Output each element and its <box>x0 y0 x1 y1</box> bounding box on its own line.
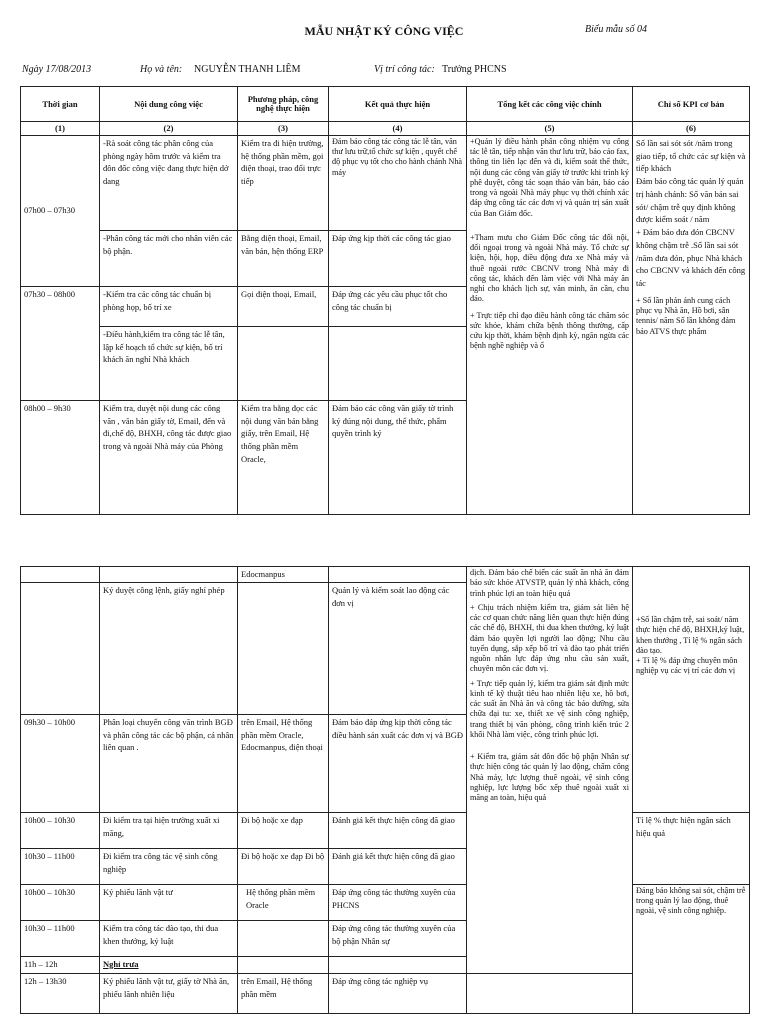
method-cell: Edocmanpus <box>238 567 329 583</box>
kpi-cell <box>633 812 750 884</box>
col-header-result: Kết quả thực hiện <box>329 87 467 122</box>
summary-item: +Quản lý điều hành phân công nhiệm vụ công tác lễ tân, tiếp nhận văn thư lưu trữ, báo cáo fax, thông tin liên lạc đến và đi, kiểm soát thể thức, nội dung các công văn giấy tờ trước khi trình ký phê duyệt, công tác soạn thảo văn bản, báo cáo trong và ngoài Nhà máy phục vụ thời chính xác đáp ứng công tác các đơn vị và quản trị sản xuất của Ban Giám đốc. <box>470 136 629 218</box>
col-number: (5) <box>467 122 633 136</box>
col-header-method: Phương pháp, công nghệ thực hiện <box>238 87 329 122</box>
content-cell <box>100 567 238 583</box>
result-cell <box>329 956 467 973</box>
kpi-item: +Số lần chậm trễ, sai soát/ năm thực hiện chế độ, BHXH,kỷ luật, khen thưởng , Tỉ lệ % ngân sách đào tạo. <box>636 615 745 655</box>
method-cell <box>238 956 329 973</box>
col-number: (1) <box>21 122 100 136</box>
time-cell: 07h00 – 07h30 <box>21 135 100 286</box>
meta-line <box>22 64 752 78</box>
kpi-item: + Đảm bảo đưa đón CBCNV không chậm trễ .Số lần sai sót /năm đưa đón, phục Nhà khách cho CBCNV và khách đến công tác <box>636 227 746 288</box>
kpi-cell <box>633 884 750 1013</box>
result-cell: Đánh giá kết thực hiện công đã giao <box>329 812 467 848</box>
content-cell: Kiểm tra công tác đào tạo, thi đua khen thưởng, kỷ luật <box>100 920 238 956</box>
content-cell: -Rà soát công tác phân công của phòng ngày hôm trước và kiểm tra đôn đốc công việc đang thực hiện dở dang <box>100 135 238 230</box>
content-cell: Ký phiếu lãnh vật tư, giấy tờ Nhà ăn, phiếu lãnh nhiên liệu <box>100 973 238 1013</box>
method-cell: trên Email, Hệ thống phần mềm <box>238 973 329 1013</box>
time-cell: 08h00 – 9h30 <box>21 400 100 514</box>
name-value: NGUYỄN THANH LIÊM <box>194 64 301 75</box>
result-cell: Đảm bảo đáp ứng kịp thời công tác điều hành sản xuất các đơn vị và BGĐ <box>329 714 467 812</box>
time-cell <box>21 567 100 583</box>
document-title: MẪU NHẬT KÝ CÔNG VIỆC <box>304 24 464 38</box>
content-cell: -Điều hành,kiểm tra công tác lễ tân, lập kế hoạch tổ chức sự kiện, bố trí khách ăn nghỉ Nhà khách <box>100 326 238 400</box>
result-cell: Đáp ứng công tác thường xuyên của bộ phận Nhân sự <box>329 920 467 956</box>
result-cell: Đáp ứng kịp thời các công tác giao <box>329 230 467 286</box>
col-number: (3) <box>238 122 329 136</box>
log-table-part-1 <box>20 86 750 515</box>
kpi-item: Đảng bảo không sai sót, chậm trễ trong quản lý lao động, thuê ngoài, vệ sinh công nghiệp. <box>636 885 746 916</box>
position-value: Trưởng PHCNS <box>442 64 507 75</box>
method-cell <box>238 326 329 400</box>
content-cell: Đi kiểm tra công tác vệ sinh công nghiệp <box>100 848 238 884</box>
date-label: Ngày 17/08/2013 <box>22 64 92 75</box>
time-cell: 07h30 – 08h00 <box>21 286 100 400</box>
summary-cell <box>467 973 633 1013</box>
method-cell: Kiểm tra bằng đọc các nội dung văn bản bằng giấy, trên Email, Hệ thống phần mềm Oracle, <box>238 400 329 514</box>
summary-item: + Trực tiếp quản lý, kiểm tra giám sát định mức kinh tế kỹ thuật tiêu hao nhiên liệu xe, hồ bơi, các suất ăn Nhà ăn và công tác bảo dưỡng, sửa chữa đại tu: xe, thiết xe vệ sinh công nghiệp, trang thiết bị văn phòng, công trình kiến trúc 2 khối Nhà làm việc, công trình phúc lợi. <box>470 678 629 739</box>
position-label: Vị trí công tác: <box>374 64 435 75</box>
kpi-cell <box>633 135 750 514</box>
table-row <box>21 567 750 583</box>
kpi-item: + Số lần phản ánh cung cách phục vụ Nhà ăn, Hồ bơi, sân tennis/ năm Số lần không đảm bảo ATVS thực phẩm <box>636 295 736 336</box>
time-cell <box>21 582 100 714</box>
kpi-item: + Tỉ lệ % đáp ứng chuyên môn nghiệp vụ các vị trí các đơn vị <box>636 656 738 676</box>
content-cell: Phân loại chuyển công văn trình BGĐ và phân công tác các bộ phận, cá nhân liên quan . <box>100 714 238 812</box>
table-row <box>21 884 750 920</box>
kpi-item: Tỉ lệ % thực hiện ngân sách hiệu quả <box>636 814 731 838</box>
time-cell: 09h30 – 10h00 <box>21 714 100 812</box>
method-cell: Hệ thống phần mềm Oracle <box>238 884 329 920</box>
method-cell: Bằng điện thoại, Email, văn bản, hện thống ERP <box>238 230 329 286</box>
kpi-cell <box>633 567 750 813</box>
method-cell <box>238 582 329 714</box>
method-cell: trên Email, Hệ thống phần mềm Oracle, Edocmanpus, điện thoại <box>238 714 329 812</box>
col-number: (4) <box>329 122 467 136</box>
col-header-summary: Tổng kết các công việc chính <box>467 87 633 122</box>
col-number: (6) <box>633 122 750 136</box>
table-row <box>21 135 750 230</box>
summary-item: +Tham mưu cho Giám Đốc công tác đối nội, đối ngoại trong và ngoài Nhà máy. Tổ chức sự kiện, hội, họp, điều động đưa xe Nhà máy và thuê ngoài rước CBCNV trong Nhà máy đi công tác, khách đến làm việc với Nhà máy ăn nghỉ cho khách lịch sự, văn minh, ăn cần, chu đáo. <box>470 232 629 304</box>
content-cell: Kiểm tra, duyệt nội dung các công văn , văn bản giấy tờ, Email, đến và đi,chế độ, BHXH, công tác được giao trong và ngoài Nhà máy của Phòng <box>100 400 238 514</box>
method-cell <box>238 920 329 956</box>
name-label: Họ và tên: <box>140 64 183 75</box>
content-cell: Ký duyệt công lệnh, giấy nghỉ phép <box>100 582 238 714</box>
summary-cell <box>467 567 633 974</box>
time-cell: 11h – 12h <box>21 956 100 973</box>
summary-item: + Trực tiếp chỉ đạo điều hành công tác chăm sóc sức khỏe, khám chữa bệnh thông thường, cấp cứu kịp thời, khám bệnh định kỳ, ngăn ngừa các bệnh nghề nghiệp và ổ <box>470 310 629 351</box>
col-header-time: Thời gian <box>21 87 100 122</box>
summary-item: dịch. Đảm bảo chế biến các suất ăn nhà ăn đảm bảo sức khỏe ATVSTP, quản lý nhà khách, công trình phúc lợi an toàn hiệu quả <box>470 568 629 598</box>
kpi-item: Số lần sai sót sót /năm trong giao tiếp, tổ chức các sự kiện và tiếp khách <box>636 137 746 174</box>
result-cell: Đánh giá kết thực hiện công đã giao <box>329 848 467 884</box>
method-cell: Gọi điện thoại, Email, <box>238 286 329 326</box>
log-table-part-2 <box>20 566 750 1014</box>
time-cell: 10h00 – 10h30 <box>21 884 100 920</box>
method-cell: Đi bộ hoặc xe đạp <box>238 812 329 848</box>
content-cell: Ký phiếu lãnh vật tư <box>100 884 238 920</box>
result-cell: Đáp ứng các yêu cầu phục tốt cho công tác chuẩn bị <box>329 286 467 326</box>
table-row <box>21 812 750 848</box>
col-number: (2) <box>100 122 238 136</box>
content-cell: Nghỉ trưa <box>100 956 238 973</box>
kpi-item: Đảm bảo công tác quản lý quản trị hành chánh: Số văn bản sai sót/ chậm trễ quy định không được kiểm soát / năm <box>636 176 744 225</box>
summary-cell <box>467 135 633 514</box>
method-cell: Kiểm tra đi hiện trường, hệ thống phần mềm, gọi điện thoại, trao đổi trực tiếp <box>238 135 329 230</box>
time-cell: 12h – 13h30 <box>21 973 100 1013</box>
content-cell: -Kiểm tra các công tác chuẩn bị phòng họp, bố trí xe <box>100 286 238 326</box>
time-cell: 10h00 – 10h30 <box>21 812 100 848</box>
content-cell: -Phân công tác mới cho nhân viên các bộ phận. <box>100 230 238 286</box>
result-cell: Đáp ứng công tác thường xuyên của PHCNS <box>329 884 467 920</box>
col-header-kpi: Chỉ số KPI cơ bản <box>633 87 750 122</box>
summary-item: + Chịu trách nhiệm kiểm tra, giám sát liên hệ các cơ quan chức năng liên quan thực hiện đúng các chế độ, BHXH, thi đua khen thưởng, kỷ luật đảm bảo quyền lợi người lao động; Nhu cầu tuyển dụng, sắp xếp bố trí và đào tạo phát triển nguồn nhân lực đáp ứng nhu cầu sản xuất, chuyên môn các đơn vị. <box>470 602 629 674</box>
result-cell <box>329 567 467 583</box>
result-cell: Đảm bảo công tác công tác lễ tân, văn thư lưu trữ,tổ chức sự kiện , quyết chế độ phục vụ tốt cho cho hành chánh Nhà máy <box>329 135 467 230</box>
result-cell: Đảm bảo các công văn giấy tờ trình ký đúng nội dung, thể thức, phẩm quyền trình ký <box>329 400 467 514</box>
result-cell: Đáp ứng công tác nghiệp vụ <box>329 973 467 1013</box>
col-header-content: Nội dung công việc <box>100 87 238 122</box>
content-cell: Đi kiểm tra tại hiện trường xuất xi măng, <box>100 812 238 848</box>
result-cell <box>329 326 467 400</box>
method-cell: Đi bộ hoặc xe đạp Đi bộ <box>238 848 329 884</box>
result-cell: Quản lý và kiểm soát lao động các đơn vị <box>329 582 467 714</box>
form-code: Biểu mẫu số 04 <box>585 24 647 35</box>
time-cell: 10h30 – 11h00 <box>21 920 100 956</box>
summary-item: + Kiểm tra, giám sát đôn đốc bộ phận Nhân sự thực hiện công tác quản lý lao động, chấm công Nhà máy, lực lượng thuê ngoài, vệ sinh công nghiệp, lực lượng bốc xếp thuê ngoài xuất xi măng an toàn, hiệu quả <box>470 752 629 802</box>
time-cell: 10h30 – 11h00 <box>21 848 100 884</box>
